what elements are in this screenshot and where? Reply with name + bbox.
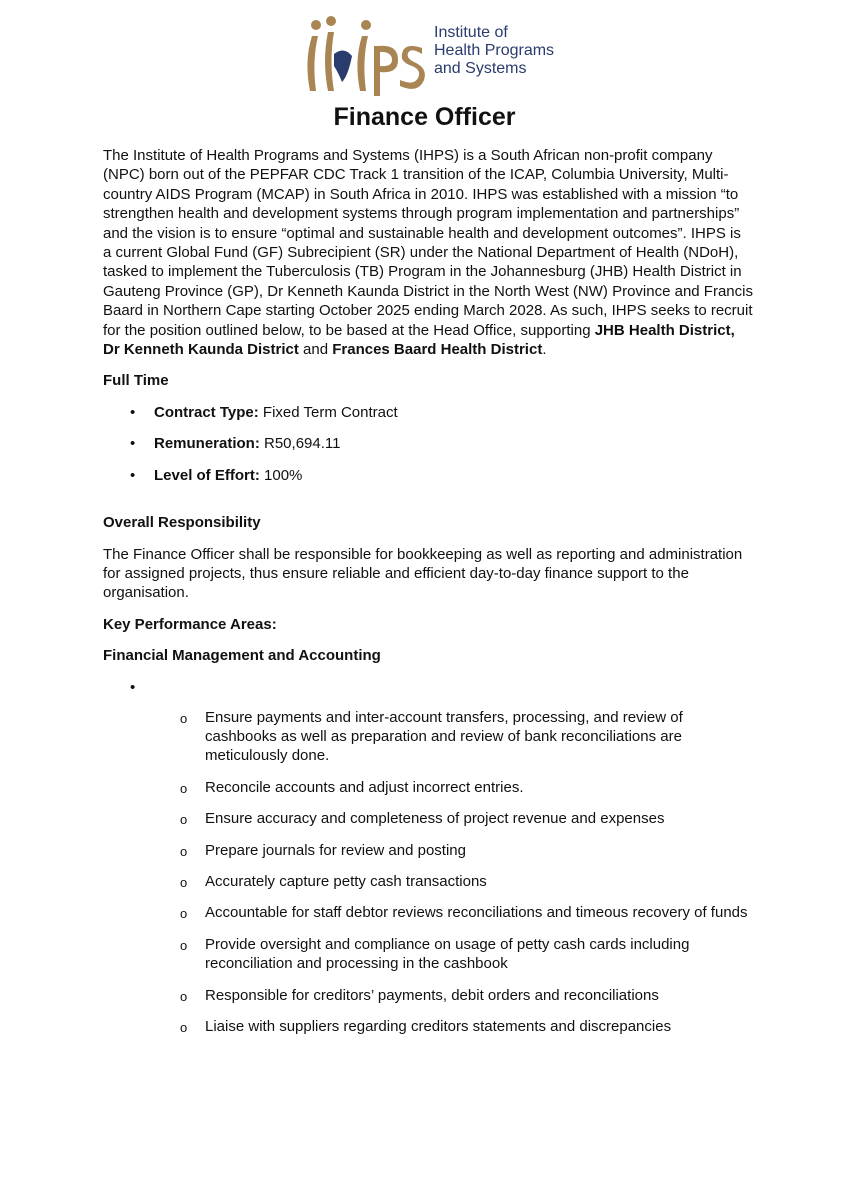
list-item: o Accountable for staff debtor reviews reconciliations and timeous recovery of funds bbox=[103, 903, 753, 922]
logo-wordmark bbox=[434, 24, 554, 78]
duties-list bbox=[103, 708, 753, 1037]
ihps-logo bbox=[298, 10, 598, 94]
list-item: o Responsible for creditors’ payments, debit orders and reconciliations bbox=[103, 986, 753, 1005]
list-item: o Reconcile accounts and adjust incorrect entries. bbox=[103, 778, 753, 797]
intro-bold-districts: JHB Health District, Dr Kenneth Kaunda District bbox=[103, 321, 735, 359]
ihps-logo-mark-icon bbox=[298, 16, 428, 96]
intro-text-3: . bbox=[542, 341, 547, 359]
document-body bbox=[103, 146, 753, 1048]
list-item: o Accurately capture petty cash transactions bbox=[103, 872, 753, 891]
list-item: o Provide oversight and compliance on usage of petty cash cards including reconciliation and processing in the cashbook bbox=[103, 935, 753, 974]
term-label: Level of Effort: bbox=[154, 466, 260, 484]
empty-bullet bbox=[103, 678, 753, 708]
full-time-label: Full Time bbox=[103, 372, 169, 390]
list-item: o Ensure payments and inter-account transfers, processing, and review of cashbooks as well as preparation and review of bank reconciliations are meticulously done. bbox=[103, 708, 753, 766]
list-item: o Prepare journals for review and posting bbox=[103, 841, 753, 860]
list-item bbox=[103, 403, 753, 422]
financial-management-heading: Financial Management and Accounting bbox=[103, 647, 381, 665]
intro-bold-frances-baard: Frances Baard Health District bbox=[332, 341, 543, 359]
term-label: Contract Type: bbox=[154, 403, 259, 421]
overall-responsibility-text: The Finance Officer shall be responsible for bookkeeping as well as reporting and administration for assigned projects, thus ensure reliable and efficient day-to-day finance support to the organisation. bbox=[103, 545, 743, 602]
term-value: Fixed Term Contract bbox=[258, 403, 398, 421]
logo-line-2: Health Programs bbox=[434, 42, 555, 59]
intro-text-2: and bbox=[298, 341, 333, 359]
overall-responsibility-heading: Overall Responsibility bbox=[103, 514, 261, 532]
key-performance-areas-heading: Key Performance Areas: bbox=[103, 615, 277, 633]
logo-line-1: Institute of bbox=[434, 24, 508, 41]
intro-paragraph bbox=[103, 146, 753, 359]
list-item: o Ensure accuracy and completeness of project revenue and expenses bbox=[103, 809, 753, 828]
term-value: R50,694.11 bbox=[259, 435, 341, 453]
list-item bbox=[103, 466, 753, 485]
logo-line-3: and Systems bbox=[434, 60, 527, 77]
term-label: Remuneration: bbox=[154, 435, 260, 453]
list-item: o Liaise with suppliers regarding creditors statements and discrepancies bbox=[103, 1017, 753, 1036]
page-title: Finance Officer bbox=[333, 103, 516, 131]
term-value: 100% bbox=[259, 466, 303, 484]
terms-list bbox=[103, 403, 753, 485]
list-item bbox=[103, 434, 753, 453]
intro-text-1: The Institute of Health Programs and Systems (IHPS) is a South African non-profit company (NPC) born out of the PEPFAR CDC Track 1 transition of the ICAP, Columbia University, Multi-country AIDS Program (MCAP) in South Africa in 2010. IHPS was established with a mission “to strengthen health and development systems through program implementation and partnerships” and the vision is to ensure “optimal and sustainable health and development outcomes”. IHPS is a current Global Fund (GF) Subrecipient (SR) under the National Department of Health (NDoH), tasked to implement the Tuberculosis (TB) Program in the Johannesburg (JHB) Health District in Gauteng Province (GP), Dr Kenneth Kaunda District in the North West (NW) Province and Francis Baard in Northern Cape starting October 2025 ending March 2028. As such, IHPS seeks to recruit for the position outlined below, to be based at the Head Office, supporting bbox=[103, 147, 753, 339]
